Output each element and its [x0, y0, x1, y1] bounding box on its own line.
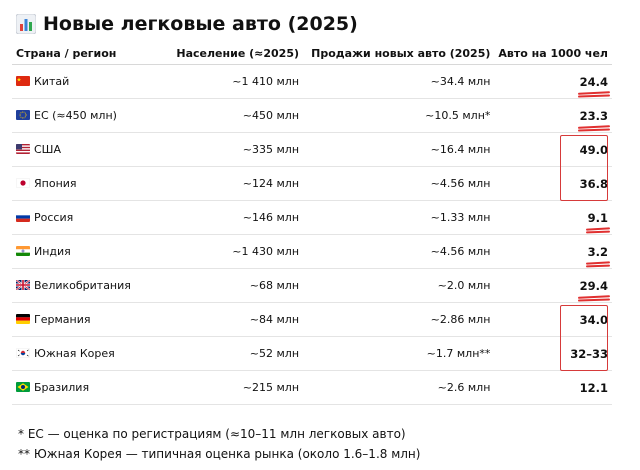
population-cell: ~146 млн: [160, 201, 303, 235]
per1000-cell: [494, 99, 612, 133]
header-population: Население (≈2025): [160, 42, 303, 65]
red-underline: [578, 94, 610, 97]
per1000-text: 12.1: [579, 380, 608, 395]
red-underline: [586, 227, 610, 230]
per1000-cell: [494, 371, 612, 405]
per1000-text: 9.1: [587, 210, 608, 225]
red-underline: [586, 261, 610, 264]
country-name: Великобритания: [34, 279, 131, 292]
country-name: Россия: [34, 211, 74, 224]
table-row: [12, 269, 612, 303]
population-cell: ~215 млн: [160, 371, 303, 405]
per1000-text: 36.8: [579, 176, 608, 191]
population-cell: ~1 410 млн: [160, 65, 303, 99]
table-row: [12, 337, 612, 371]
country-name: Германия: [34, 313, 91, 326]
country-name: ЕС (≈450 млн): [34, 109, 117, 122]
country-cell: [12, 371, 160, 405]
per1000-text: 23.3: [579, 108, 608, 123]
flag-br-icon: [16, 382, 30, 392]
sales-cell: ~16.4 млн: [303, 133, 494, 167]
table-row: [12, 201, 612, 235]
flag-us-icon: [16, 144, 30, 154]
red-highlight-box: [560, 135, 608, 201]
per1000-value: [580, 75, 608, 89]
table-row: [12, 133, 612, 167]
population-cell: ~68 млн: [160, 269, 303, 303]
per1000-cell: [494, 269, 612, 303]
table-row: [12, 65, 612, 99]
population-cell: ~124 млн: [160, 167, 303, 201]
country-cell: [12, 269, 160, 303]
per1000-cell: [494, 235, 612, 269]
header-sales: Продажи новых авто (2025): [303, 42, 494, 65]
flag-de-icon: [16, 314, 30, 324]
header-country: Страна / регион: [12, 42, 160, 65]
title-text: Новые легковые авто (2025): [43, 13, 358, 35]
country-cell: [12, 167, 160, 201]
red-highlight-box: [560, 305, 608, 371]
per1000-value: [580, 109, 608, 123]
country-name: Япония: [34, 177, 77, 190]
sales-cell: ~2.86 млн: [303, 303, 494, 337]
red-underline: [586, 230, 610, 233]
footnote-eu: * ЕС — оценка по регистрациям (≈10–11 млн легковых авто): [18, 427, 406, 441]
cars-table: [12, 42, 612, 405]
table-row: [12, 235, 612, 269]
country-name: Индия: [34, 245, 71, 258]
country-name: США: [34, 143, 61, 156]
sales-cell: ~4.56 млн: [303, 167, 494, 201]
per1000-value: [588, 245, 608, 259]
flag-kr-icon: [16, 348, 30, 358]
country-name: Китай: [34, 75, 70, 88]
sales-cell: ~34.4 млн: [303, 65, 494, 99]
per1000-value: [580, 279, 608, 293]
country-cell: [12, 303, 160, 337]
per1000-text: 34.0: [579, 312, 608, 327]
country-cell: [12, 201, 160, 235]
table-row: [12, 167, 612, 201]
flag-jp-icon: [16, 178, 30, 188]
table-row: [12, 371, 612, 405]
per1000-cell: [494, 65, 612, 99]
sales-cell: ~2.6 млн: [303, 371, 494, 405]
flag-cn-icon: [16, 76, 30, 86]
population-cell: ~450 млн: [160, 99, 303, 133]
flag-in-icon: [16, 246, 30, 256]
page-title: [16, 9, 358, 39]
country-cell: [12, 133, 160, 167]
country-cell: [12, 99, 160, 133]
footnotes: [18, 424, 420, 464]
per1000-text: 24.4: [579, 74, 608, 89]
flag-ru-icon: [16, 212, 30, 222]
country-cell: [12, 235, 160, 269]
red-underline: [578, 298, 610, 301]
sales-cell: ~2.0 млн: [303, 269, 494, 303]
table-row: [12, 303, 612, 337]
flag-eu-icon: [16, 110, 30, 120]
table-row: [12, 99, 612, 133]
bar-chart-icon: [16, 14, 36, 34]
red-underline: [578, 128, 610, 131]
population-cell: ~1 430 млн: [160, 235, 303, 269]
per1000-text: 49.0: [579, 142, 608, 157]
header-per1000: Авто на 1000 чел: [494, 42, 612, 65]
country-cell: [12, 337, 160, 371]
per1000-value: [588, 211, 608, 225]
country-name: Южная Корея: [34, 347, 115, 360]
per1000-cell: [494, 201, 612, 235]
per1000-text: 29.4: [579, 278, 608, 293]
per1000-text: 32–33: [570, 346, 608, 361]
population-cell: ~52 млн: [160, 337, 303, 371]
per1000-value: [580, 381, 608, 395]
country-cell: [12, 65, 160, 99]
sales-cell: ~4.56 млн: [303, 235, 494, 269]
sales-cell: ~10.5 млн*: [303, 99, 494, 133]
population-cell: ~84 млн: [160, 303, 303, 337]
table-header-row: [12, 42, 612, 65]
population-cell: ~335 млн: [160, 133, 303, 167]
sales-cell: ~1.33 млн: [303, 201, 494, 235]
per1000-text: 3.2: [587, 244, 608, 259]
country-name: Бразилия: [34, 381, 90, 394]
sales-cell: ~1.7 млн**: [303, 337, 494, 371]
flag-gb-icon: [16, 280, 30, 290]
red-underline: [586, 264, 610, 267]
footnote-korea: ** Южная Корея — типичная оценка рынка (около 1.6–1.8 млн): [18, 447, 421, 461]
